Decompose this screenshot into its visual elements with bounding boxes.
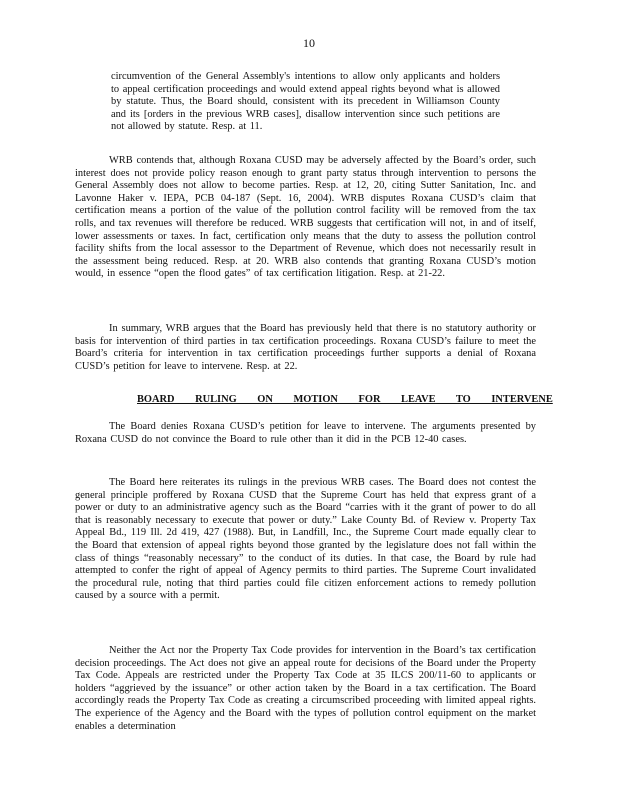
section-heading: BOARD RULING ON MOTION FOR LEAVE TO INTERVENE xyxy=(137,394,553,405)
quote-text: circumvention of the General Assembly's intentions to allow only applicants and holders to appeal certification proceedings and would extend appeal rights beyond what is allowed by statute. Thus, the Board should, consistent with its precedent in Williamson County and its [orders in the previous WRB cases], disallow intervention since such petitions are not allowed by statute. Resp. at 11. xyxy=(111,71,500,133)
paragraph-summary xyxy=(75,323,536,373)
block-quote xyxy=(111,71,500,134)
paragraph-wrb-contends xyxy=(75,155,536,281)
page-number: 10 xyxy=(303,36,315,50)
paragraph-board-reiterates xyxy=(75,477,536,603)
paragraph-text: Neither the Act nor the Property Tax Code provides for intervention in the Board’s tax certification decision proceedings. The Act does not give an appeal route for decisions of the Board under the Property Tax Code. Appeals are restricted under the Property Tax Code at 35 ILCS 200/11-60 to applicants or holders “aggrieved by the issuance” or other action taken by the Board in a tax certification. The Board accordingly reads the Property Tax Code as creating a circumscribed proceeding with limited appeal rights. The experience of the Agency and the Board with the types of pollution control equipment on the market enables a determination xyxy=(75,645,536,732)
paragraph-board-denies xyxy=(75,421,536,446)
paragraph-neither-act xyxy=(75,645,536,733)
paragraph-text: In summary, WRB argues that the Board has previously held that there is no statutory authority or basis for intervention of third parties in tax certification proceedings. Roxana CUSD’s failure to meet the Board’s criteria for intervention in tax certification proceedings further supports a denial of Roxana CUSD’s petition for leave to intervene. Resp. at 22. xyxy=(75,323,536,372)
paragraph-text: The Board here reiterates its rulings in the previous WRB cases. The Board does not contest the general principle proffered by Roxana CUSD that the Supreme Court has held that express grant of a power or duty to an administrative agency such as the Board “carries with it the grant of power to do all that is reasonably necessary to execute that power or duty.” Lake County Bd. of Review v. Property Tax Appeal Bd., 119 Ill. 2d 419, 427 (1988). But, in Landfill, Inc., the Supreme Court made equally clear to the Board that extension of appeal rights beyond those granted by the legislature does not fall within the class of things “reasonably necessary” to the conduct of its duties. In that case, the Board by rule had attempted to confer the right of appeal of Agency permits to third parties. The Supreme Court invalidated the procedural rule, noting that third parties could file citizen enforcement actions to remedy pollution caused by a source with a permit. xyxy=(75,477,536,602)
paragraph-text: The Board denies Roxana CUSD’s petition for leave to intervene. The arguments presented by Roxana CUSD do not convince the Board to rule other than it did in the PCB 12-40 cases. xyxy=(75,421,536,445)
paragraph-text: WRB contends that, although Roxana CUSD may be adversely affected by the Board’s order, such interest does not provide policy reason enough to grant party status through intervention to persons the General Assembly does not allow to become parties. Resp. at 12, 20, citing Sutter Sanitation, Inc. and Lavonne Haker v. IEPA, PCB 04-187 (Sept. 16, 2004). WRB disputes Roxana CUSD’s claim that certification means a portion of the value of the pollution control facility will be removed from the tax rolls, and tax revenues will therefore be reduced. WRB suggests that certification will not, in and of itself, lower assessments or taxes. In fact, certification only means that the duty to assess the pollution control facility shifts from the local assessor to the Department of Revenue, which does not necessarily result in the assessment being reduced. Resp. at 20. WRB also contends that granting Roxana CUSD’s motion would, in essence “open the flood gates” of tax certification litigation. Resp. at 21-22. xyxy=(75,155,536,280)
